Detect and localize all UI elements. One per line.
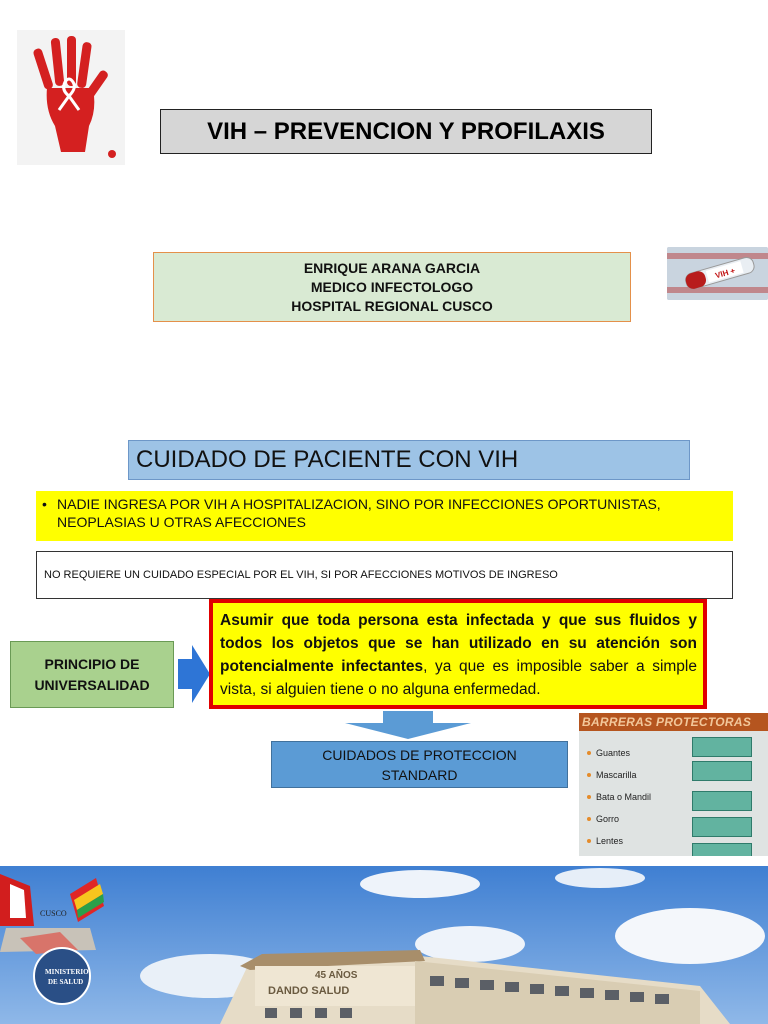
note-box: NO REQUIERE UN CUIDADO ESPECIAL POR EL VIH, SI POR AFECCIONES MOTIVOS DE INGRESO: [36, 551, 733, 599]
section-title: CUIDADO DE PACIENTE CON VIH: [128, 440, 690, 480]
principle-box: [10, 641, 174, 708]
barriers-title: BARRERAS PROTECTORAS: [579, 713, 768, 731]
author-box: [153, 252, 631, 322]
barrier-item: Gorro: [587, 813, 651, 835]
bullet-box: [36, 491, 733, 541]
protective-barriers-image: [579, 713, 768, 856]
barrier-item: Lentes: [587, 835, 651, 856]
facade-line-2: DANDO SALUD: [268, 985, 350, 997]
universality-definition: [209, 599, 707, 709]
definition-rest: , ya que es imposible saber a simple vista, si alguien tiene o no alguna enfermedad.: [220, 658, 697, 698]
slide-title: VIH – PREVENCION Y PROFILAXIS: [160, 109, 652, 154]
principle-line-2: UNIVERSALIDAD: [34, 676, 150, 693]
barrier-item: Bata o Mandil: [587, 791, 651, 813]
arrow-down-icon: [345, 711, 471, 744]
care-line-1: CUIDADOS DE PROTECCION: [322, 746, 517, 763]
facade-line-1: 45 AÑOS: [315, 970, 358, 981]
author-role: MEDICO INFECTOLOGO: [310, 278, 474, 295]
bullet-icon: •: [42, 496, 47, 512]
tube-label: VIH +: [714, 266, 737, 281]
gloves-thumbnail: [692, 737, 752, 757]
barriers-list: [587, 747, 651, 856]
svg-text:MINISTERIO: MINISTERIO: [45, 968, 89, 976]
standard-care-box: [271, 741, 568, 788]
blood-tube-icon: [667, 247, 768, 300]
hospital-photo: [0, 866, 768, 1024]
care-line-2: STANDARD: [381, 766, 458, 783]
author-name: ENRIQUE ARANA GARCIA: [303, 259, 481, 276]
mask-thumbnail: [692, 761, 752, 781]
cap-thumbnail: [692, 817, 752, 837]
arrow-right-icon: [178, 645, 210, 708]
principle-line-1: PRINCIPIO DE: [44, 655, 140, 672]
definition-bold: Asumir que toda persona esta infectada y que sus fluidos y todos los objetos que se han utilizado en su atención son potencialmente infectantes: [220, 612, 697, 675]
barrier-item: Guantes: [587, 747, 651, 769]
svg-text:DE SALUD: DE SALUD: [48, 978, 84, 986]
bullet-text: NADIE INGRESA POR VIH A HOSPITALIZACION, SINO POR INFECCIONES OPORTUNISTAS, NEOPLASIAS U OTRAS AFECCIONES: [57, 496, 661, 530]
barrier-item: Mascarilla: [587, 769, 651, 791]
author-hospital: HOSPITAL REGIONAL CUSCO: [291, 297, 493, 314]
face-shield-thumbnail: [692, 843, 752, 856]
gown-thumbnail: [692, 791, 752, 811]
region-label: CUSCO: [40, 909, 67, 918]
hand-ribbon-icon: [17, 30, 125, 165]
